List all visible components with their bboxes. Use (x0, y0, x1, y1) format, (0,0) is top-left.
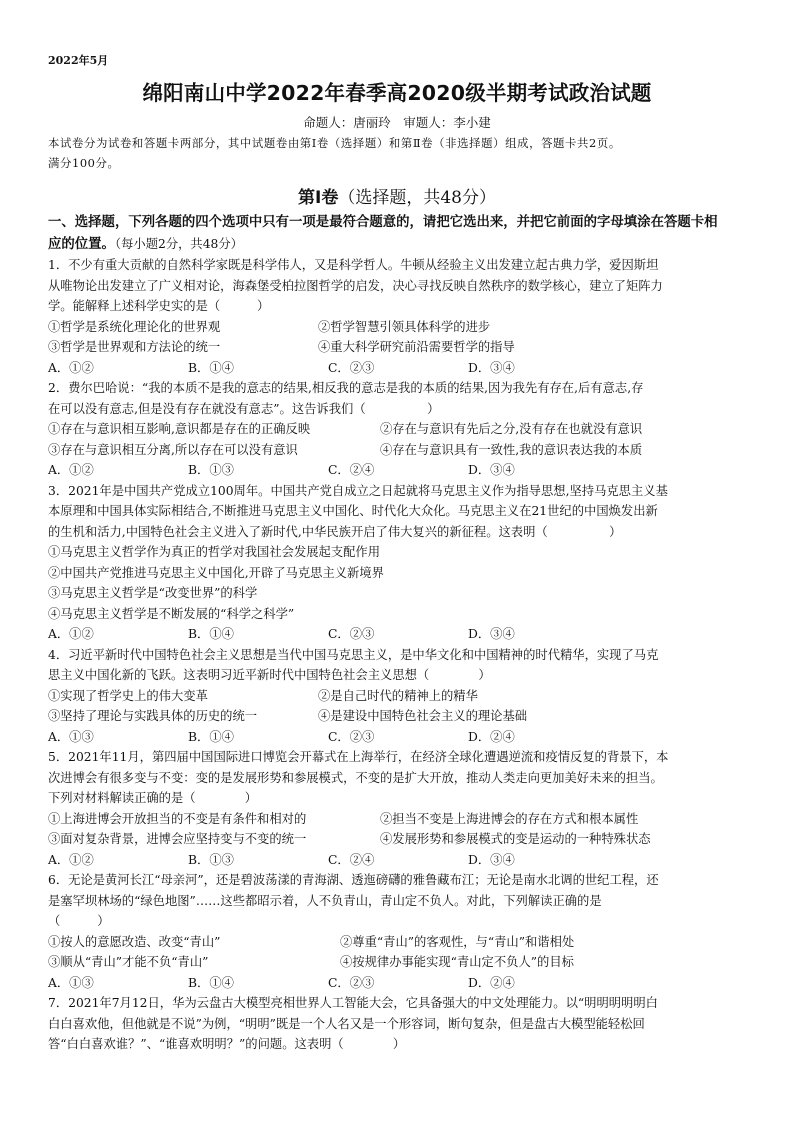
answer-choices (48, 358, 748, 379)
option-row (48, 583, 748, 604)
answer-choice[interactable]: A．①② (48, 627, 94, 641)
section-title-bold: 第Ⅰ卷 (298, 188, 339, 208)
option-item[interactable]: ②存在与意识有先后之分,没有存在也就没有意识 (380, 422, 643, 436)
option-item[interactable]: ②哲学智慧引领具体科学的进步 (318, 319, 491, 334)
answer-choice[interactable]: A．①② (48, 463, 94, 477)
question-stem-line: 的生机和活力,中国特色社会主义进入了新时代,中华民族开启了伟大复兴的新征程。这表明（ ） (48, 524, 622, 539)
option-row (48, 932, 748, 953)
question-6 (48, 870, 748, 993)
answer-choice[interactable]: D．③④ (468, 360, 515, 375)
option-item[interactable]: ③哲学是世界观和方法论的统一 (48, 340, 221, 354)
section-title-rest: （选择题，共48分） (338, 188, 496, 208)
answer-choice[interactable]: A．①③ (48, 975, 94, 990)
question-stem-line: 学。能解释上述科学史实的是（ ） (48, 299, 270, 313)
answer-choice[interactable]: D．③④ (468, 627, 515, 641)
option-item[interactable]: ②是自己时代的精神上的精华 (318, 688, 478, 703)
instructions-line (48, 234, 748, 256)
question-stem-line: 是塞罕坝林场的“绿色地图”……这些都昭示着，人不负青山，青山定不负人。对此，下列解读正确的是 (48, 893, 602, 908)
option-row (48, 563, 748, 584)
answer-choice[interactable]: C．②④ (328, 463, 375, 477)
option-row (48, 419, 748, 440)
option-row (48, 542, 748, 563)
option-item[interactable]: ①实现了哲学史上的伟大变革 (48, 688, 208, 703)
question-list (48, 213, 748, 1055)
exam-date: 2022年5月 (48, 54, 109, 67)
answer-choice[interactable]: B．①④ (188, 627, 234, 641)
option-item[interactable]: ③面对复杂背景，进博会应坚持变与不变的统一 (48, 832, 307, 846)
answer-choice[interactable]: A．①③ (48, 729, 94, 744)
option-item[interactable]: ②中国共产党推进马克思主义中国化,开辟了马克思主义新境界 (48, 565, 384, 580)
option-item[interactable]: ③马克思主义哲学是“改变世界”的科学 (48, 586, 258, 600)
question-stem-line: 从唯物论出发建立了广义相对论，海森堡受柏拉图哲学的启发，决心寻找反映自然秩序的数学核心，建立了矩阵力 (48, 278, 663, 293)
exam-intro (48, 133, 748, 173)
question-1 (48, 255, 748, 378)
question-stem-line: （ ） (48, 914, 110, 928)
option-item[interactable]: ①马克思主义哲学作为真正的哲学对我国社会发展起支配作用 (48, 545, 381, 559)
answer-choices (48, 850, 748, 871)
answer-choice[interactable]: D．②④ (468, 975, 515, 990)
question-5 (48, 747, 748, 870)
question-stem-line: 2．费尔巴哈说：“我的本质不是我的意志的结果,相反我的意志是我的本质的结果,因为我先有存在,后有意志,存 (48, 381, 644, 395)
question-stem-line: 3．2021年是中国共产党成立100周年。中国共产党自成立之日起就将马克思主义作为指导思想,坚持马克思主义基 (48, 483, 668, 498)
option-item[interactable]: ③存在与意识相互分离,所以存在可以没有意识 (48, 442, 298, 457)
answer-choice[interactable]: C．②③ (328, 627, 375, 641)
question-stem-line: 4．习近平新时代中国特色社会主义思想是当代中国马克思主义，是中华文化和中国精神的时代精华，实现了马克 (48, 647, 659, 662)
answer-choice[interactable]: A．①② (48, 360, 94, 375)
question-stem-line: 白白喜欢他，但他就是不说”为例，“明明”既是一个人名又是一个形容词，断句复杂，但是盘古大模型能轻松回 (48, 1016, 645, 1031)
exam-authors: 命题人：唐丽玲 审题人：李小建 (303, 115, 491, 130)
answer-choice[interactable]: B．①④ (188, 729, 234, 744)
option-row (48, 809, 748, 830)
answer-choice[interactable]: C．②③ (328, 360, 375, 375)
answer-choice[interactable]: B．①④ (188, 360, 234, 375)
option-row (48, 604, 748, 625)
option-row (48, 952, 748, 973)
answer-choices (48, 973, 748, 994)
question-4 (48, 645, 748, 748)
question-2 (48, 378, 748, 481)
questions (48, 255, 748, 1055)
option-item[interactable]: ②担当不变是上海进博会的存在方式和根本属性 (380, 811, 639, 826)
instructions-note: （每小题2分，共48分） (114, 236, 243, 251)
option-item[interactable]: ①按人的意愿改造、改变“青山” (48, 934, 221, 949)
question-stem-line: 1．不少有重大贡献的自然科学家既是科学伟人，又是科学哲人。牛顿从经验主义出发建立起古典力学，爱因斯坦 (48, 258, 659, 272)
question-stem-line: 5．2021年11月，第四届中国国际进口博览会开幕式在上海举行，在经济全球化遭遇逆流和疫情反复的背景下，本 (48, 750, 669, 764)
instructions-line: 一、选择题，下列各题的四个选项中只有一项是最符合题意的，请把它选出来，并把它前面的字母填涂在答题卡相 (48, 215, 718, 230)
answer-choice[interactable]: B．①③ (188, 852, 234, 867)
exam-title: 绵阳南山中学2022年春季高2020级半期考试政治试题 (142, 81, 652, 105)
question-stem-line: 思主义中国化新的飞跃。这表明习近平新时代中国特色社会主义思想（ ） (48, 668, 491, 682)
question-stem-line: 6．无论是黄河长江“母亲河”，还是碧波荡漾的青海湖、透迤磅礴的雅鲁藏布江；无论是南水北调的世纪工程，还 (48, 873, 659, 887)
section-title (0, 183, 794, 208)
option-item[interactable]: ②尊重“青山”的客观性，与“青山”和谐相处 (340, 934, 575, 949)
option-item[interactable]: ④发展形势和参展模式的变是运动的一种特殊状态 (380, 832, 651, 846)
option-item[interactable]: ③顺从“青山”才能不负“青山” (48, 955, 209, 969)
question-stem-line: 在可以没有意志,但是没有存在就没有意志”。这告诉我们（ ） (48, 401, 440, 416)
option-item[interactable]: ④按规律办事能实现“青山定不负人”的目标 (340, 955, 574, 969)
answer-choice[interactable]: A．①② (48, 852, 94, 867)
question-stem-line: 本原理和中国具体实际相结合,不断推进马克思主义中国化、时代化大众化。马克思主义在21世纪的中国焕发出新 (48, 504, 658, 518)
answer-choice[interactable]: D．②④ (468, 729, 515, 744)
option-row (48, 686, 748, 707)
option-item[interactable]: ①上海进博会开放担当的不变是有条件和相对的 (48, 811, 307, 826)
instructions-line-end: 应的位置。 (48, 236, 115, 252)
answer-choice[interactable]: C．②③ (328, 975, 375, 990)
answer-choice[interactable]: B．①④ (188, 975, 234, 990)
intro-line: 本试卷分为试卷和答题卡两部分，其中试题卷由第Ⅰ卷（选择题）和第Ⅱ卷（非选择题）组成，答题卡共2页。 (48, 136, 621, 150)
answer-choices (48, 624, 748, 645)
option-item[interactable]: ④存在与意识具有一致性,我的意识表达我的本质 (380, 442, 643, 457)
question-stem-line: 下列对材料解读正确的是（ ） (48, 791, 258, 805)
answer-choice[interactable]: B．①③ (188, 463, 234, 477)
answer-choices (48, 460, 748, 481)
answer-choice[interactable]: C．②③ (328, 729, 375, 744)
option-item[interactable]: ①存在与意识相互影响,意识都是存在的正确反映 (48, 422, 311, 436)
option-row (48, 317, 748, 338)
option-item[interactable]: ③坚持了理论与实践具体的历史的统一 (48, 709, 258, 723)
question-stem-line: 次进博会有很多变与不变：变的是发展形势和参展模式，不变的是扩大开放，推动人类走向更加美好未来的担当。 (48, 770, 663, 785)
option-row (48, 706, 748, 727)
instructions (48, 213, 748, 255)
option-row (48, 829, 748, 850)
question-3 (48, 481, 748, 645)
question-stem-line: 7．2021年7月12日，华为云盘古大模型亮相世界人工智能大会，它具备强大的中文处理能力。以“明明明明明白 (48, 996, 658, 1010)
option-item[interactable]: ①哲学是系统化理论化的世界观 (48, 319, 221, 334)
intro-line: 满分100分。 (48, 156, 120, 170)
answer-choice[interactable]: D．③④ (468, 852, 515, 867)
option-item[interactable]: ④重大科学研究前沿需要哲学的指导 (318, 340, 515, 354)
option-item[interactable]: ④马克思主义哲学是不断发展的“科学之科学” (48, 606, 295, 621)
question-7 (48, 993, 748, 1055)
answer-choice[interactable]: C．②④ (328, 852, 375, 867)
answer-choice[interactable]: D．③④ (468, 463, 515, 477)
option-item[interactable]: ④是建设中国特色社会主义的理论基础 (318, 709, 528, 723)
option-row (48, 337, 748, 358)
option-row (48, 440, 748, 461)
answer-choices (48, 727, 748, 748)
question-stem-line: 答“白白喜欢谁？”、“谁喜欢明明？”的问题。这表明（ ） (48, 1037, 406, 1051)
